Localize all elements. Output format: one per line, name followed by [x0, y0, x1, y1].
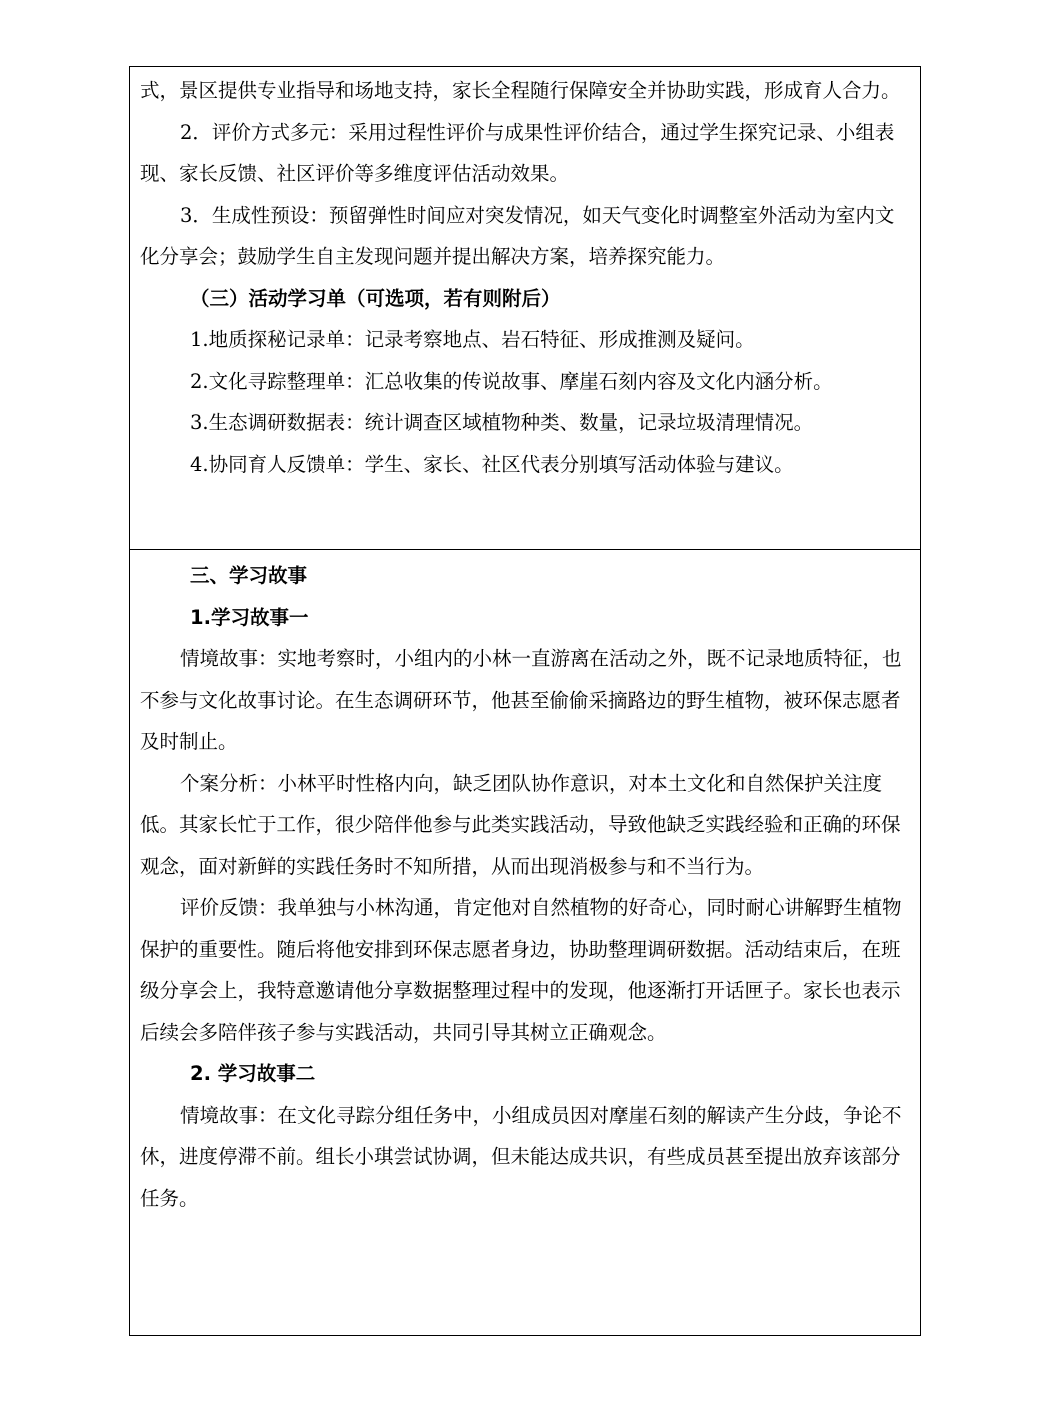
continued-paragraph: 式，景区提供专业指导和场地支持，家长全程随行保障安全并协助实践，形成育人合力。 — [140, 79, 901, 102]
section-title: 三、学习故事 — [190, 564, 308, 587]
document-table — [129, 66, 921, 1336]
story2-heading: 2. 学习故事二 — [190, 1062, 316, 1085]
story2-situation: 情境故事：在文化寻踪分组任务中，小组成员因对摩崖石刻的解读产生分歧，争论不休，进度停滞不前。组长小琪尝试协调，但未能达成共识，有些成员甚至提出放弃该部分任务。 — [140, 1103, 902, 1210]
worksheet-list-item: 2.文化寻踪整理单：汇总收集的传说故事、摩崖石刻内容及文化内涵分析。 — [190, 369, 833, 393]
story1-heading: 1.学习故事一 — [190, 605, 309, 629]
story1-feedback: 评价反馈：我单独与小林沟通，肯定他对自然植物的好奇心，同时耐心讲解野生植物保护的重要性。随后将他安排到环保志愿者身边，协助整理调研数据。活动结束后，在班级分享会上，我特意邀请他分享数据整理过程中的发现，他逐渐打开话匣子。家长也表示后续会多陪伴孩子参与实践活动，共同引导其树立正确观念。 — [140, 896, 902, 1044]
worksheet-heading: （三）活动学习单（可选项，若有则附后） — [190, 286, 561, 310]
worksheet-list-item: 4.协同育人反馈单：学生、家长、社区代表分别填写活动体验与建议。 — [190, 452, 794, 476]
evaluation-item: 2．评价方式多元：采用过程性评价与成果性评价结合，通过学生探究记录、小组表现、家长反馈、社区评价等多维度评估活动效果。 — [140, 120, 895, 185]
story1-analysis: 个案分析：小林平时性格内向，缺乏团队协作意识，对本土文化和自然保护关注度低。其家长忙于工作，很少陪伴他参与此类实践活动，导致他缺乏实践经验和正确的环保观念，面对新鲜的实践任务时不知所措，从而出现消极参与和不当行为。 — [140, 771, 901, 878]
worksheet-list-item: 3.生态调研数据表：统计调查区域植物种类、数量，记录垃圾清理情况。 — [190, 411, 814, 434]
generative-item: 3．生成性预设：预留弹性时间应对突发情况，如天气变化时调整室外活动为室内文化分享会；鼓励学生自主发现问题并提出解决方案，培养探究能力。 — [140, 203, 895, 268]
table-cell-learning-story — [130, 550, 920, 1335]
story1-situation: 情境故事：实地考察时，小组内的小林一直游离在活动之外，既不记录地质特征，也不参与文化故事讨论。在生态调研环节，他甚至偷偷采摘路边的野生植物，被环保志愿者及时制止。 — [140, 647, 902, 753]
worksheet-list-item: 1.地质探秘记录单：记录考察地点、岩石特征、形成推测及疑问。 — [190, 328, 755, 351]
table-cell-activity-plan — [130, 67, 920, 550]
